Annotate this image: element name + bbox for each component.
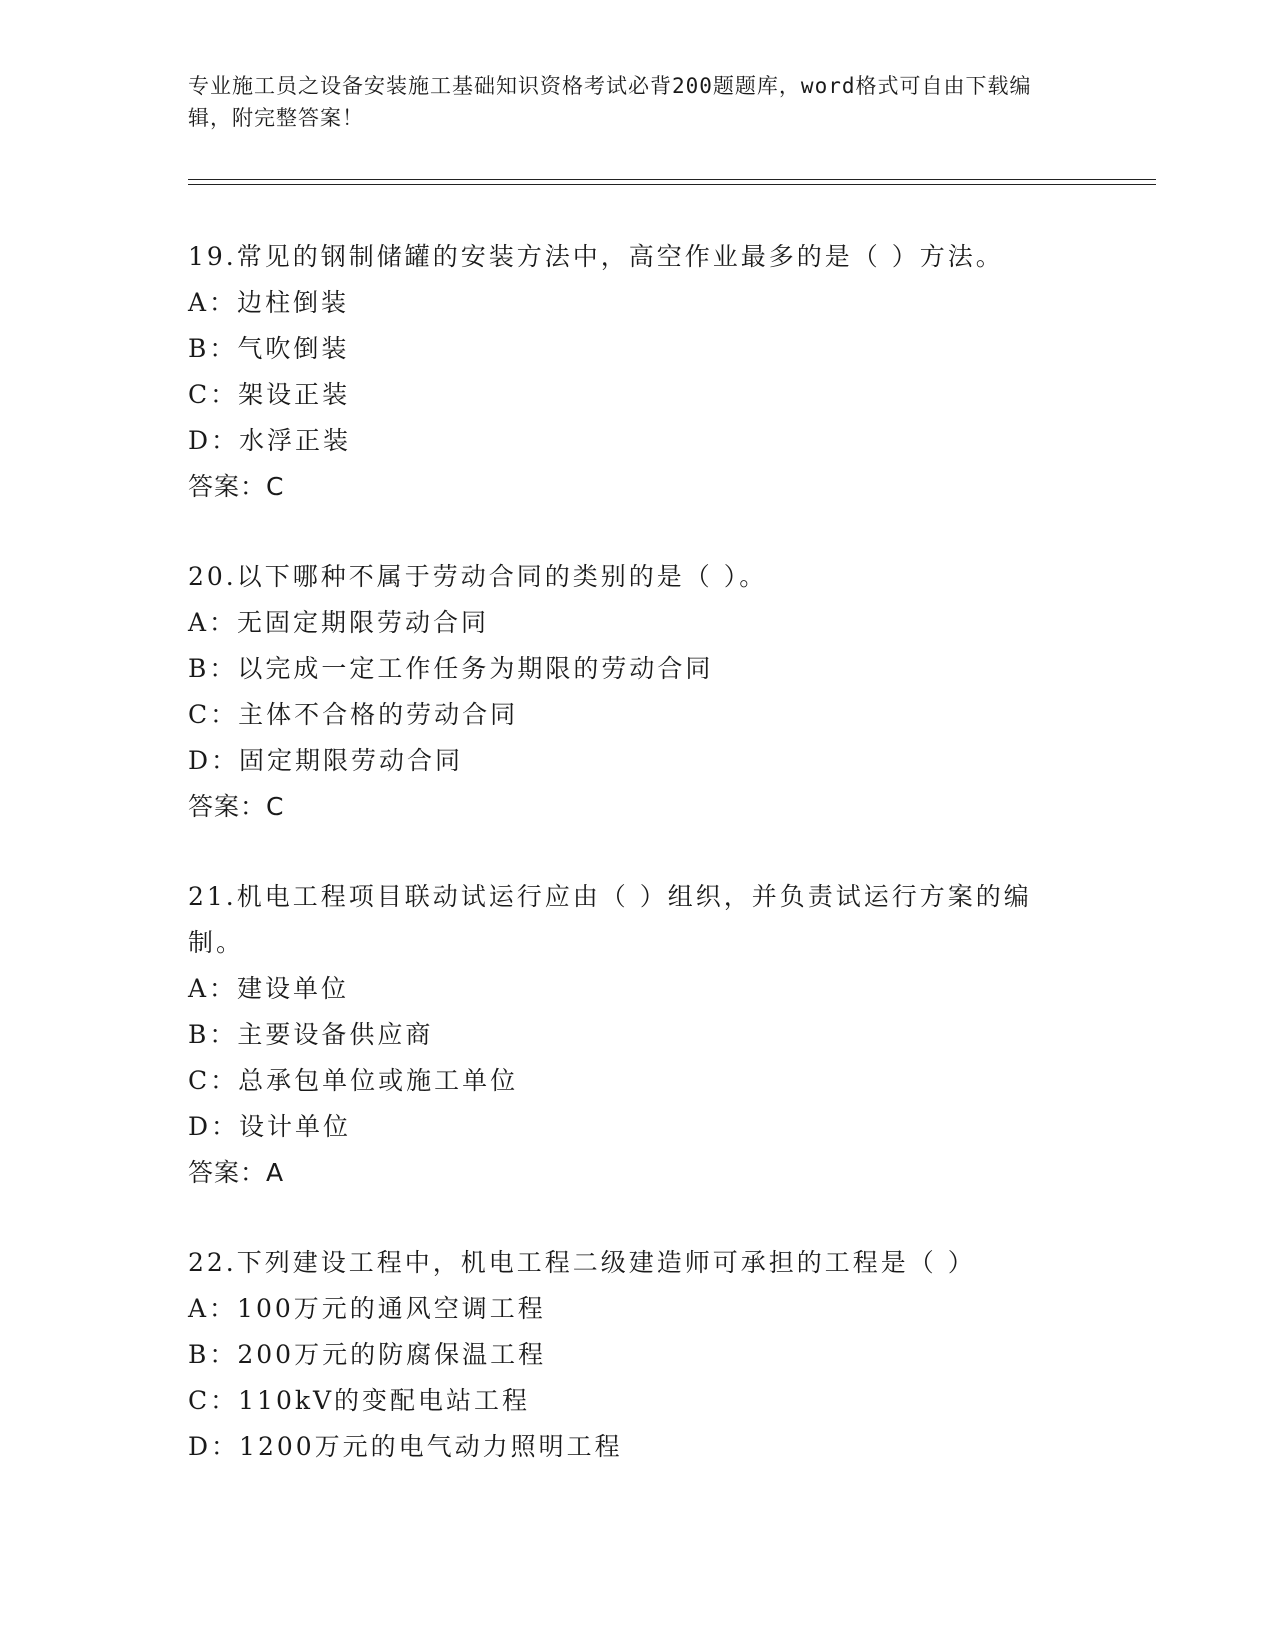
question-20: [188, 554, 1068, 830]
option-d: D：固定期限劳动合同: [188, 746, 464, 775]
option-d: D：1200万元的电气动力照明工程: [188, 1432, 623, 1461]
question-22: [188, 1240, 1068, 1470]
option-a: A：建设单位: [188, 974, 350, 1003]
option-c: C：总承包单位或施工单位: [188, 1066, 519, 1095]
answer: 答案：C: [188, 472, 285, 501]
document-header: [188, 70, 1068, 134]
option-c: C：架设正装: [188, 380, 351, 409]
header-divider-bottom: [188, 184, 1156, 185]
question-21: [188, 874, 1068, 1196]
question-stem: 22.下列建设工程中，机电工程二级建造师可承担的工程是（ ）: [188, 1248, 976, 1277]
option-a: A：100万元的通风空调工程: [188, 1294, 546, 1323]
question-stem: 21.机电工程项目联动试运行应由（ ）组织，并负责试运行方案的编制。: [188, 882, 1032, 957]
answer: 答案：C: [188, 792, 285, 821]
option-c: C：110kV的变配电站工程: [188, 1386, 531, 1415]
option-b: B：以完成一定工作任务为期限的劳动合同: [188, 654, 714, 683]
option-b: B：主要设备供应商: [188, 1020, 434, 1049]
question-stem: 20.以下哪种不属于劳动合同的类别的是（ ）。: [188, 562, 768, 591]
option-c: C：主体不合格的劳动合同: [188, 700, 519, 729]
answer: 答案：A: [188, 1158, 285, 1187]
option-a: A：边柱倒装: [188, 288, 350, 317]
header-divider-top: [188, 179, 1156, 180]
option-d: D：设计单位: [188, 1112, 352, 1141]
option-b: B：气吹倒装: [188, 334, 350, 363]
option-b: B：200万元的防腐保温工程: [188, 1340, 547, 1369]
option-a: A：无固定期限劳动合同: [188, 608, 490, 637]
document-title: 专业施工员之设备安装施工基础知识资格考试必背200题题库，word格式可自由下载编辑，附完整答案！: [188, 74, 1032, 130]
question-stem: 19.常见的钢制储罐的安装方法中，高空作业最多的是（ ）方法。: [188, 242, 1004, 271]
question-19: [188, 234, 1068, 510]
option-d: D：水浮正装: [188, 426, 352, 455]
